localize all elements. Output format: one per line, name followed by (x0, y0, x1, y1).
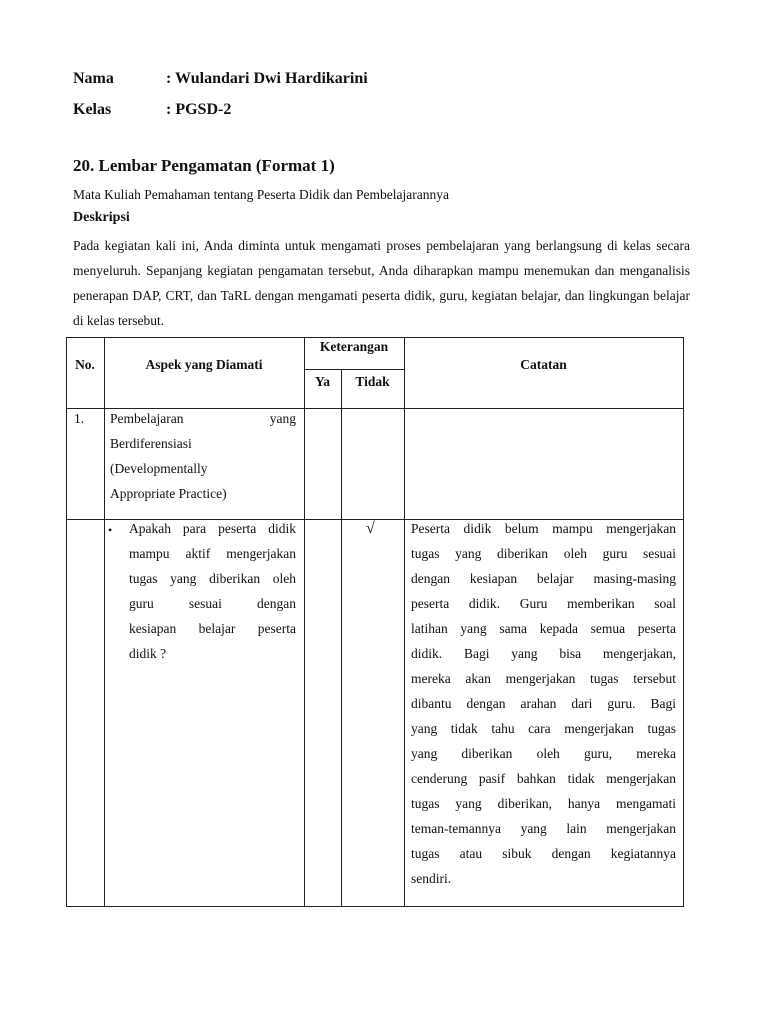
row1-aspek-line: Berdiferensiasi (110, 436, 192, 451)
header-tidak: Tidak (355, 374, 390, 389)
description-title: Deskripsi (73, 210, 130, 225)
tidak-check-mark: √ (366, 520, 375, 537)
table-border-right (683, 337, 684, 907)
catatan-line: tugas yang diberikan, hanya mengamati (411, 796, 676, 811)
table-border-top (66, 337, 684, 338)
col-divider-tidak (404, 337, 405, 907)
section-heading: 20. Lembar Pengamatan (Format 1) (73, 156, 335, 175)
catatan-line: peserta didik. Guru memberikan soal (411, 596, 676, 611)
row1-aspek-line: (Developmentally (110, 461, 208, 476)
catatan-line: yang diberikan oleh guru, mereka (411, 746, 676, 761)
keterangan-divider (304, 369, 404, 370)
catatan-line: yang tidak tahu cara mengerjakan tugas (411, 721, 676, 736)
row2-aspek-line: mampu aktif mengerjakan (129, 546, 296, 561)
col-divider-ya (341, 369, 342, 907)
row2-aspek-line: guru sesuai dengan (129, 596, 296, 611)
catatan-line: Peserta didik belum mampu mengerjakan (411, 521, 676, 536)
description-text: Pada kegiatan kali ini, Anda diminta untuk mengamati proses pembelajaran yang berlangsung di kelas secara menyeluruh. Sepanjang kegiatan pengamatan tersebut, Anda diharapkan mampu menemukan dan menganalisis penerapan DAP, CRT, dan TaRL dengan mengamati peserta didik, guru, kegiatan belajar, dan lingkungan belajar di kelas tersebut. (73, 238, 690, 328)
col-divider-aspek (304, 337, 305, 907)
row2-bullet: • (108, 523, 113, 537)
catatan-line: tugas atau sibuk dengan kegiatannya (411, 846, 676, 861)
row1-aspek-line: Appropriate Practice) (110, 486, 227, 501)
header-catatan: Catatan (520, 357, 567, 372)
row2-aspek-line: tugas yang diberikan oleh (129, 571, 296, 586)
row1-number: 1. (74, 411, 85, 426)
catatan-line: dengan kesiapan belajar masing-masing (411, 571, 676, 586)
catatan-line: latihan yang sama kepada semua peserta (411, 621, 676, 636)
row2-catatan (411, 516, 676, 891)
row2-aspek (129, 516, 296, 666)
catatan-line: cenderung pasif bahkan tidak mengerjakan (411, 771, 676, 786)
row2-aspek-line: Apakah para peserta didik (129, 521, 296, 536)
class-value: : PGSD-2 (166, 101, 232, 118)
row2-aspek-line: didik ? (129, 646, 167, 661)
catatan-line: didik. Bagi yang bisa mengerjakan, (411, 646, 676, 661)
row2-aspek-line: kesiapan belajar peserta (129, 621, 296, 636)
name-label: Nama (73, 70, 114, 87)
header-keterangan: Keterangan (319, 339, 389, 354)
catatan-line: teman-temannya yang lain mengerjakan (411, 821, 676, 836)
header-no: No. (75, 357, 95, 372)
catatan-line: mereka akan mengerjakan tugas tersebut (411, 671, 676, 686)
observation-table (66, 337, 684, 907)
row1-aspek (110, 406, 296, 506)
header-aspek: Aspek yang Diamati (145, 357, 263, 372)
header-ya: Ya (314, 374, 330, 389)
class-label: Kelas (73, 101, 112, 118)
course-subtitle: Mata Kuliah Pemahaman tentang Peserta Didik dan Pembelajarannya (73, 187, 450, 202)
catatan-line: tugas yang diberikan oleh guru sesuai (411, 546, 676, 561)
catatan-line: dibantu dengan arahan dari guru. Bagi (411, 696, 676, 711)
row1-aspek-line: Pembelajaran yang (110, 411, 296, 426)
col-divider-no (104, 337, 105, 907)
name-value: : Wulandari Dwi Hardikarini (166, 70, 368, 87)
table-border-left (66, 337, 67, 907)
table-border-bottom (66, 906, 684, 907)
catatan-line: sendiri. (411, 871, 452, 886)
